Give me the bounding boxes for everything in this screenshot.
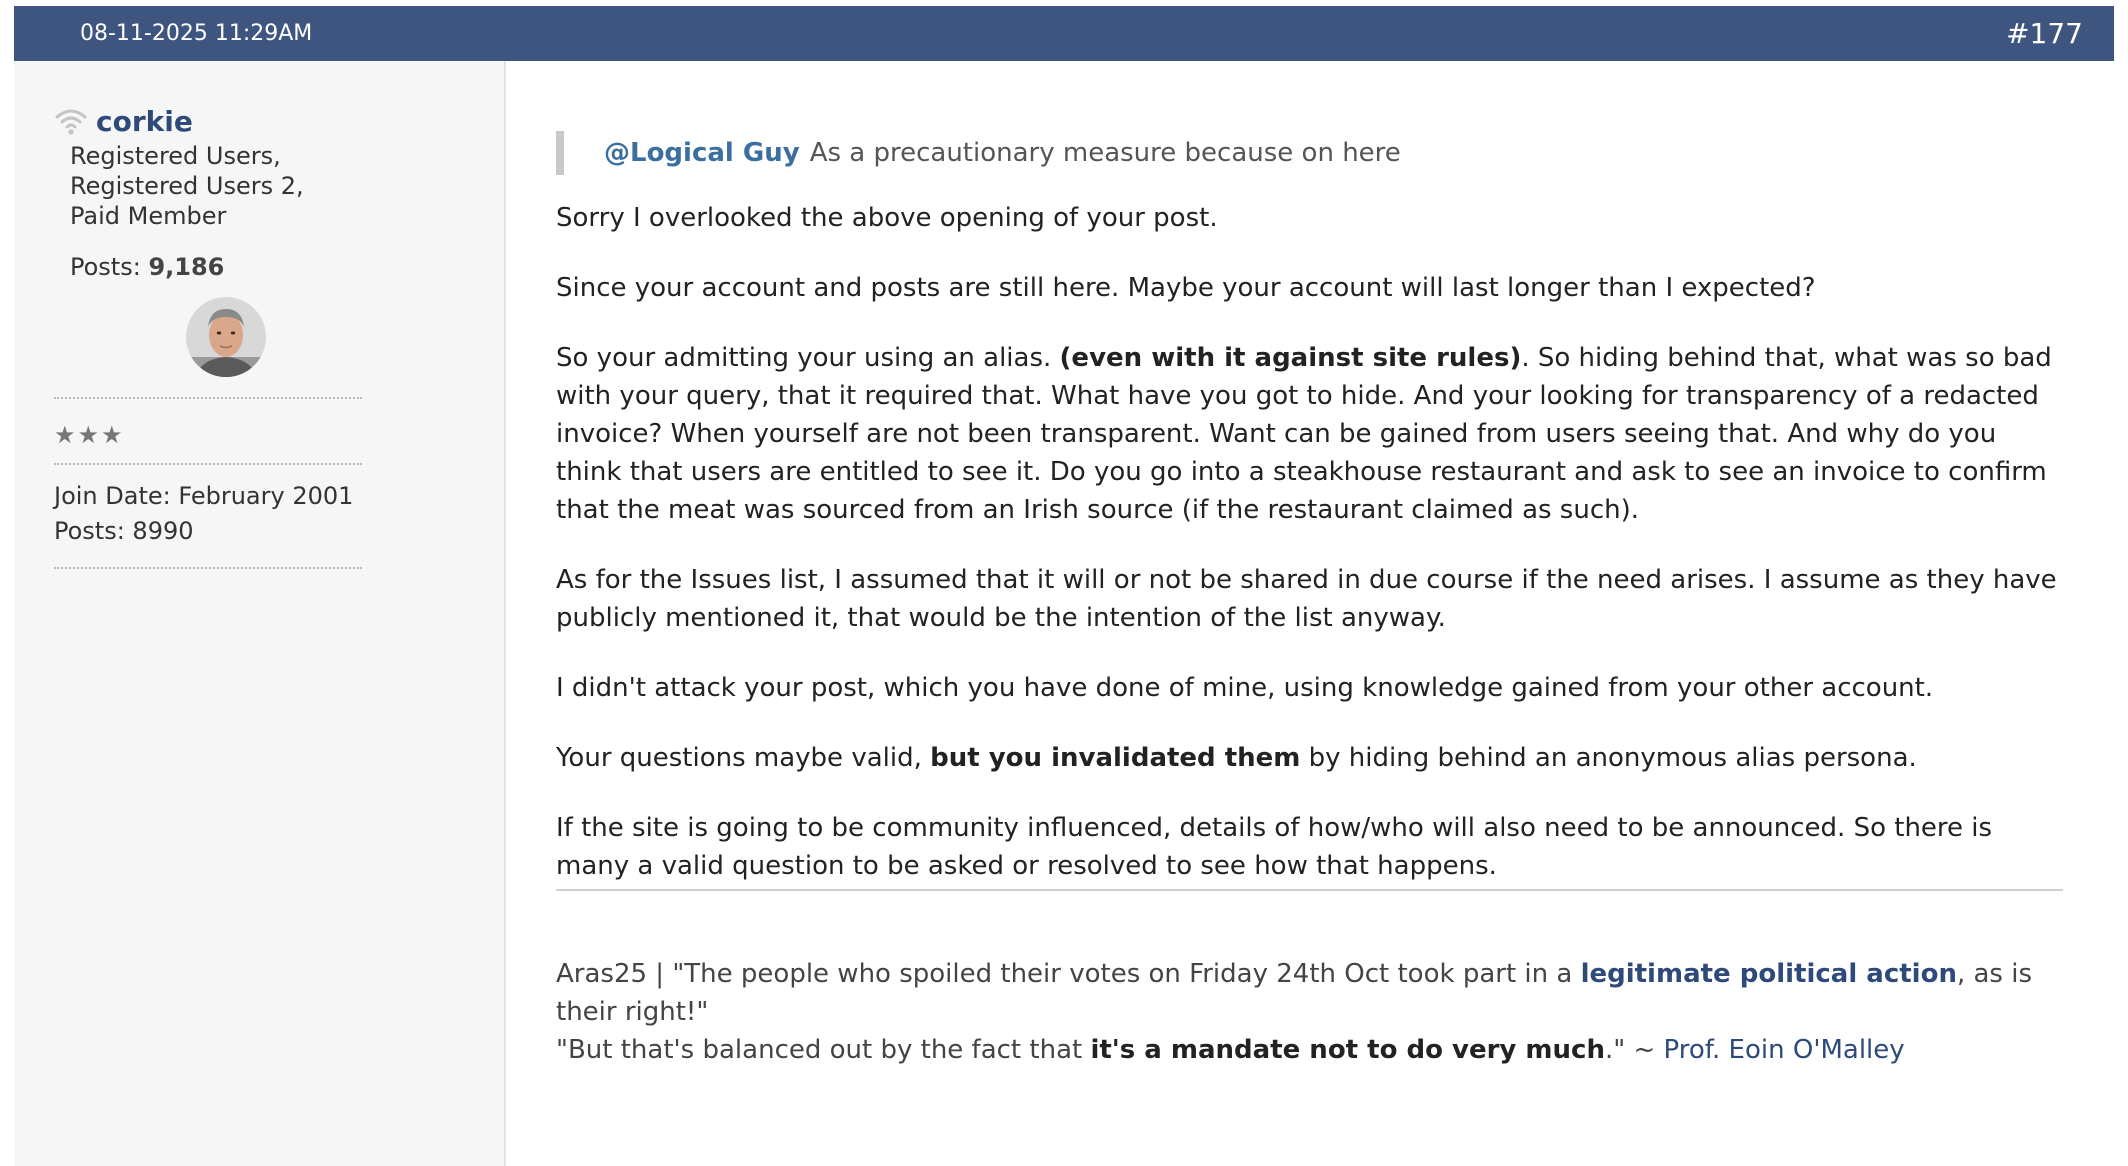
posts-count: [14, 253, 504, 281]
post-body: [14, 61, 2114, 1166]
post-date: 08-11-2025 11:29AM: [80, 21, 313, 46]
text-run: . So hiding behind that, what was so bad with your query, that it required that. What have you got to hide. And your looking for transparency of a redacted invoice? When yourself are not been transparent. Want can be gained from users seeing that. And why do you think that users are entitled to see it. Do you go into a steakhouse restaurant and ask to see an invoice to confirm that the meat was sourced from an Irish source (if the restaurant claimed as such).: [556, 343, 2052, 525]
text-run: So your admitting your using an alias.: [556, 343, 1060, 373]
join-date: Join Date: February 2001: [54, 482, 354, 510]
forum-post: [14, 6, 2114, 1166]
sidebar-divider: [54, 397, 362, 399]
bold-text: it's a mandate not to do very much: [1090, 1035, 1605, 1065]
username-row: [14, 101, 504, 141]
signature-separator: [556, 889, 2063, 891]
posts-count-value: 9,186: [148, 253, 225, 281]
paragraph: Sorry I overlooked the above opening of your post.: [556, 203, 1218, 233]
sidebar-divider: [54, 567, 362, 569]
avatar-wrap: [27, 297, 425, 377]
sidebar-divider: [54, 463, 362, 465]
user-meta: [14, 479, 504, 549]
text-run: by hiding behind an anonymous alias persona.: [1300, 743, 1917, 773]
user-group: Registered Users 2,: [70, 172, 304, 200]
quote-text: As a precautionary measure because on here: [809, 138, 1401, 168]
paragraph: If the site is going to be community influenced, details of how/who will also need to be announced. So there is many a valid question to be asked or resolved to see how that happens.: [556, 813, 1993, 881]
posts-count-label: Posts:: [70, 253, 141, 281]
user-group: Registered Users,: [70, 142, 281, 170]
reputation-stars: ★★★: [54, 421, 125, 449]
signature-link[interactable]: legitimate political action: [1580, 959, 1957, 989]
paragraph: [556, 339, 2066, 529]
paragraph: As for the Issues list, I assumed that it will or not be shared in due course if the need arises. I assume as they have publicly mentioned it, that would be the intention of the list anyway.: [556, 565, 2057, 633]
message-text: [556, 199, 2066, 885]
text-run: , as is their right!": [556, 959, 2032, 1027]
user-info-panel: [14, 61, 506, 1166]
post-content: [506, 61, 2114, 1166]
bold-text: but you invalidated them: [930, 743, 1301, 773]
signature-line: [556, 1031, 2066, 1069]
user-group: Paid Member: [70, 202, 227, 230]
legacy-posts: Posts: 8990: [54, 517, 194, 545]
user-mention-link[interactable]: @Logical Guy: [604, 138, 800, 168]
post-number-link[interactable]: #177: [2006, 17, 2083, 50]
text-run: ." ~: [1604, 1035, 1664, 1065]
quote-block: [556, 131, 2114, 175]
avatar[interactable]: [186, 297, 266, 377]
bold-text: (even with it against site rules): [1059, 343, 1522, 373]
text-run: Your questions maybe valid,: [556, 743, 931, 773]
text-run: "But that's balanced out by the fact that: [556, 1035, 1091, 1065]
wifi-signal-icon: [54, 106, 88, 136]
user-groups: [14, 141, 504, 231]
paragraph: Since your account and posts are still here. Maybe your account will last longer than I expected?: [556, 273, 1816, 303]
signature-author-link[interactable]: Prof. Eoin O'Malley: [1663, 1035, 1905, 1065]
signature-line: [556, 955, 2066, 1031]
paragraph: I didn't attack your post, which you have done of mine, using knowledge gained from your other account.: [556, 673, 1934, 703]
paragraph: [556, 739, 2066, 777]
username-link[interactable]: corkie: [96, 104, 193, 138]
post-header: [14, 6, 2114, 61]
text-run: Aras25 | "The people who spoiled their votes on Friday 24th Oct took part in a: [556, 959, 1581, 989]
signature: [556, 955, 2066, 1069]
